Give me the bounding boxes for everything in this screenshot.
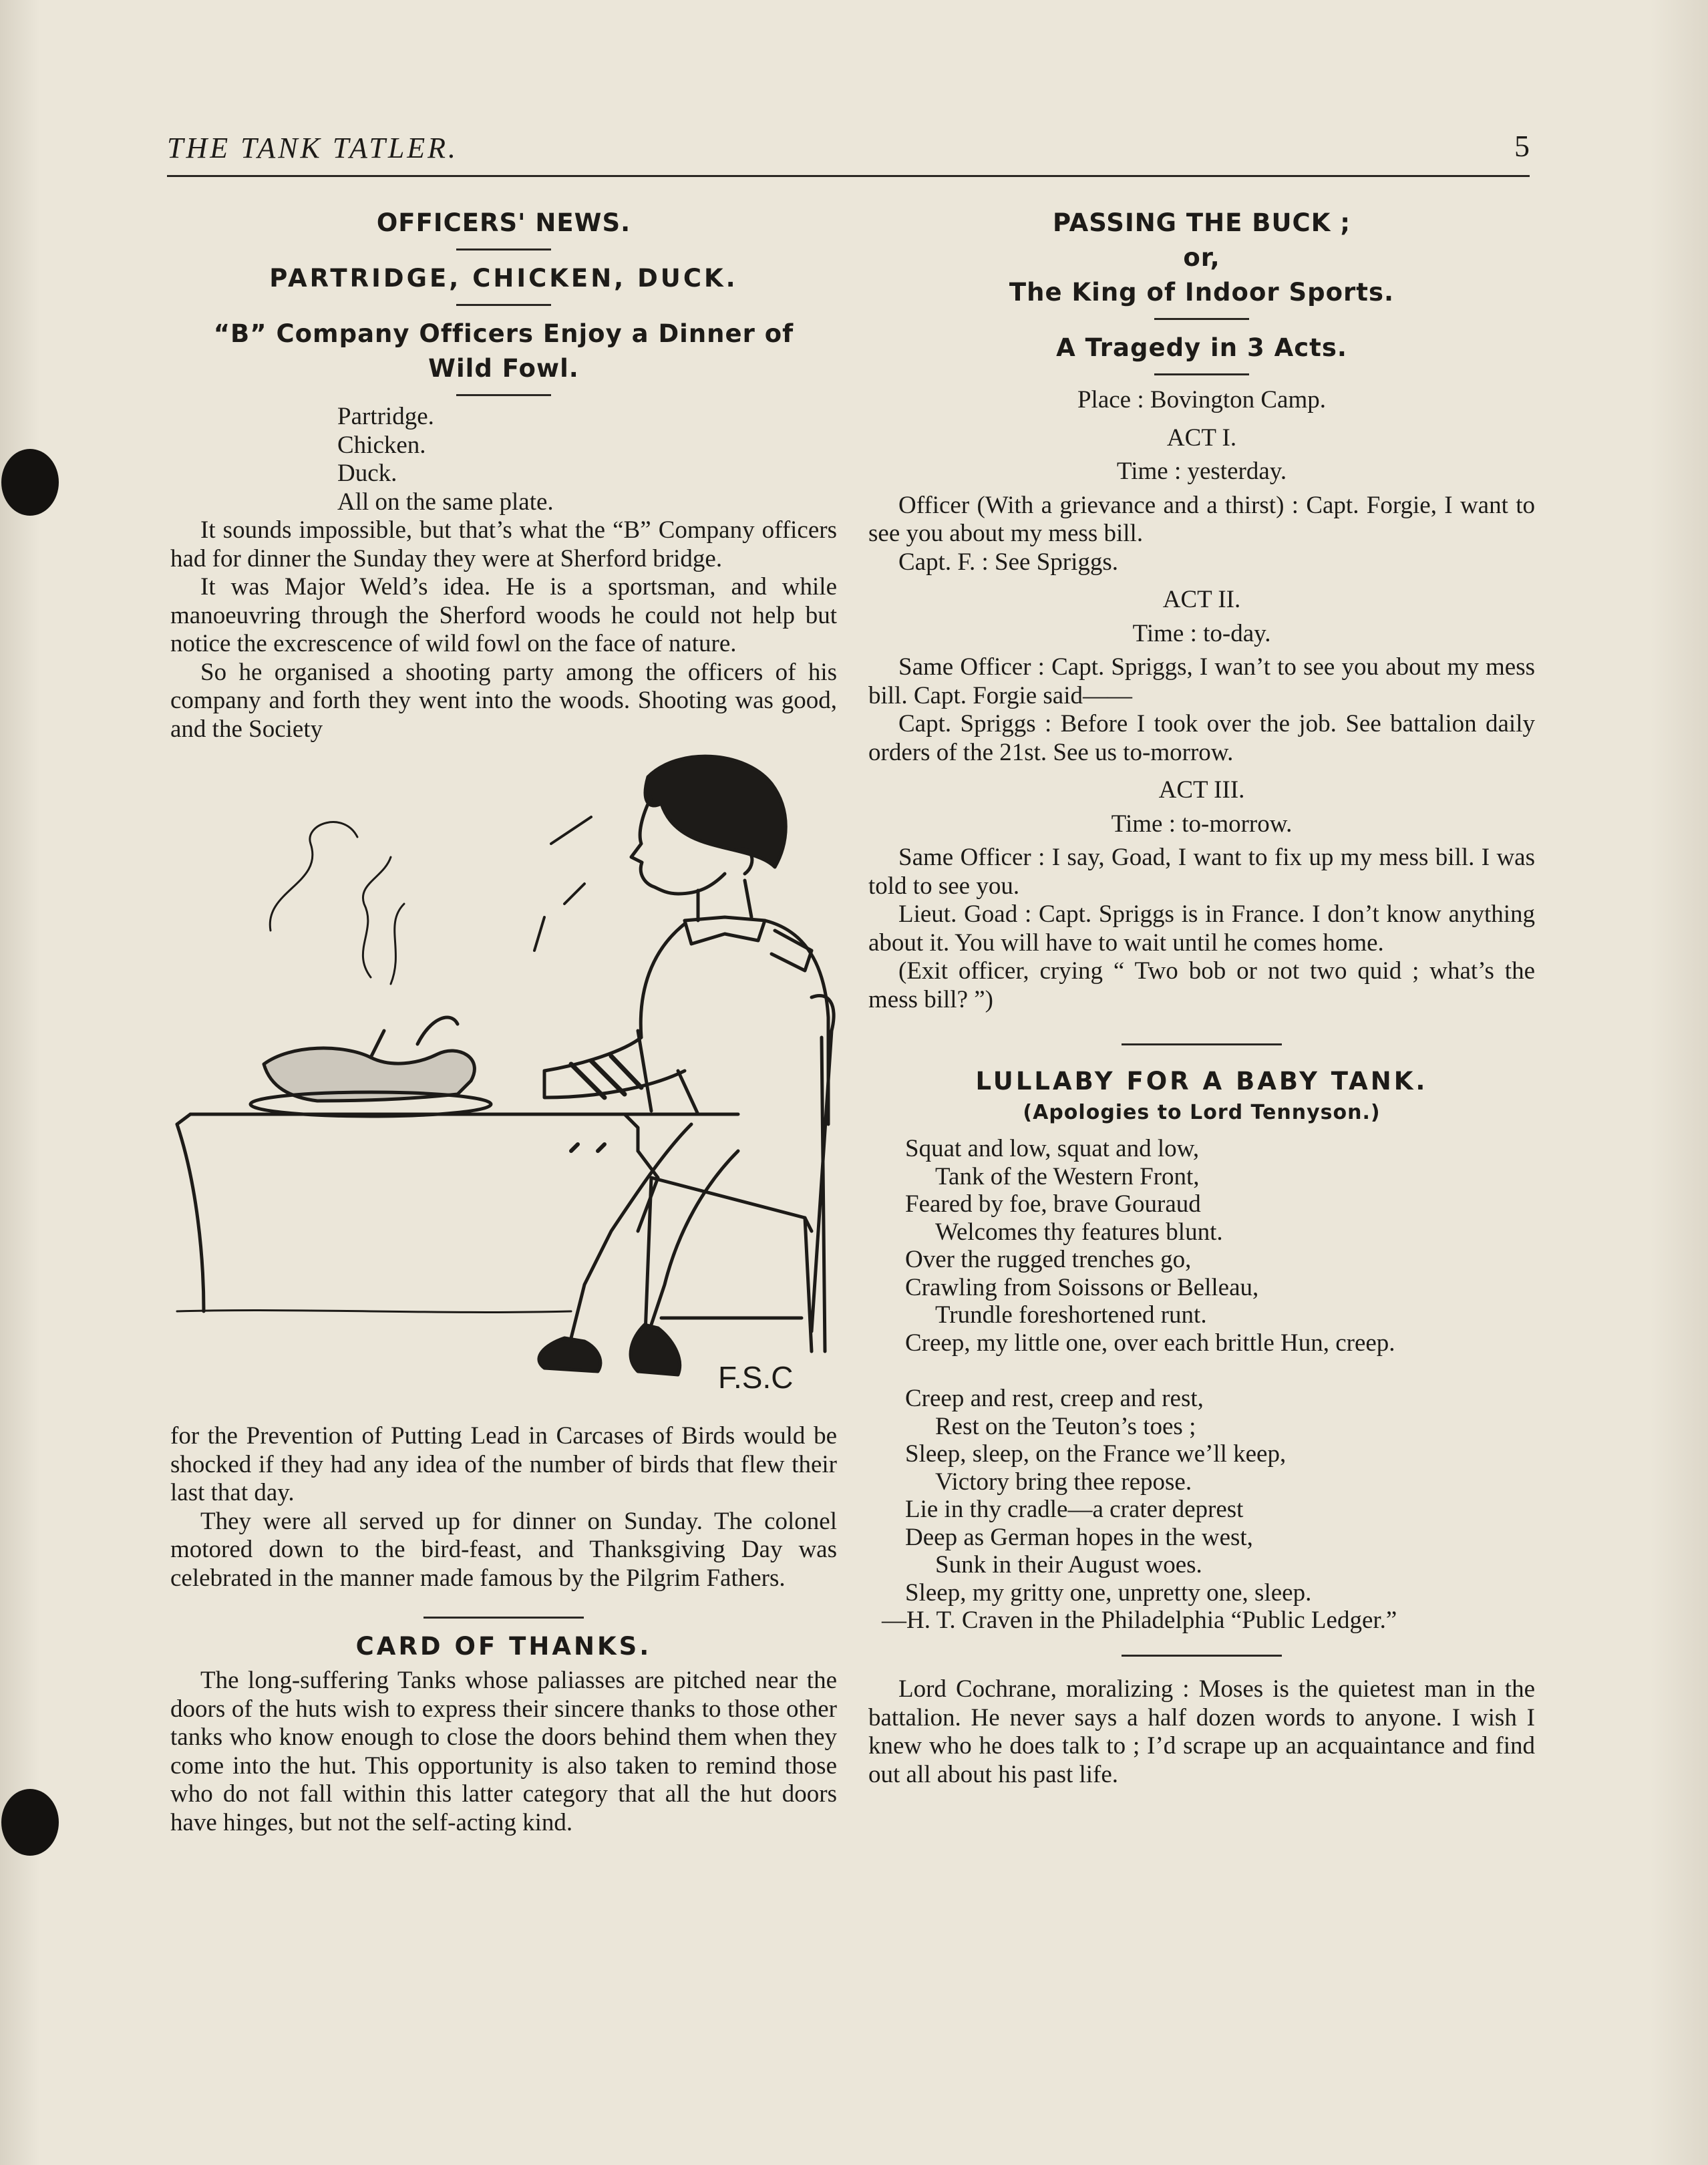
article-subhead: A Tragedy in 3 Acts. xyxy=(1056,333,1347,362)
floor-line xyxy=(177,1311,571,1313)
dialogue-line: Capt. Spriggs : Before I took over the job. See battalion daily orders of the 21st. See us to-morrow. xyxy=(868,710,1535,766)
steam xyxy=(363,857,404,984)
publication-title: THE TANK TATLER. xyxy=(167,132,459,164)
paragraph: The long-suffering Tanks whose paliasses are pitched near the doors of the huts wish to express their sincere thanks to those other tanks who know enough to close the doors behind them when they come into the hut. This opportunity is also taken to remind those who do not fall within this latter category that all the hut doors have hinges, but not the self-acting kind. xyxy=(170,1667,837,1836)
paragraph: for the Prevention of Putting Lead in Carcases of Birds would be shocked if they had any idea of the number of birds that flew their last that day. xyxy=(170,1422,837,1506)
poem-line: Sunk in their August woes. xyxy=(935,1551,1202,1578)
page-number: 5 xyxy=(1514,129,1530,163)
article-headline: PASSING THE BUCK ; xyxy=(1052,208,1351,237)
insignia xyxy=(571,1144,605,1151)
running-head xyxy=(167,131,1530,172)
poem-line: Squat and low, squat and low, xyxy=(905,1135,1200,1162)
act-title: ACT III. xyxy=(1158,776,1245,804)
article-headline: PARTRIDGE, CHICKEN, DUCK. xyxy=(269,264,738,293)
poem-line: Creep and rest, creep and rest, xyxy=(905,1385,1204,1412)
right-column xyxy=(868,200,1535,1789)
binding-hole xyxy=(1,449,59,516)
poem-line: Victory bring thee repose. xyxy=(935,1468,1192,1496)
poem-line: Over the rugged trenches go, xyxy=(905,1246,1192,1273)
figure-torso xyxy=(638,921,828,1124)
chair-seat xyxy=(651,1178,812,1231)
poem-credit: —H. T. Craven in the Philadelphia “Public Ledger.” xyxy=(882,1607,1397,1634)
figure-epaulette xyxy=(772,931,812,971)
stanza-gap xyxy=(868,1357,1535,1385)
poem-line: Rest on the Teuton’s toes ; xyxy=(935,1412,1196,1440)
figure-boot xyxy=(631,1325,680,1375)
poem-line: Tank of the Western Front, xyxy=(935,1162,1200,1190)
paragraph: So he organised a shooting party among the officers of his company and forth they went into the woods. Shooting was good, and the Society xyxy=(170,658,837,743)
card-heading: CARD OF THANKS. xyxy=(355,1632,652,1661)
act-title: ACT I. xyxy=(1166,424,1237,452)
divider xyxy=(1154,373,1249,375)
binding-hole xyxy=(1,1789,59,1856)
poem-line: Trundle foreshortened runt. xyxy=(935,1301,1207,1329)
poem-line: Crawling from Soissons or Belleau, xyxy=(905,1273,1259,1301)
left-column xyxy=(170,200,837,1837)
divider xyxy=(456,248,551,251)
divider xyxy=(423,1617,584,1619)
poem-stanza xyxy=(868,1385,1535,1607)
figure-boot xyxy=(539,1338,601,1371)
poem-line: Sleep, my gritty one, unpretty one, sleep. xyxy=(905,1578,1312,1607)
act-time: Time : to-morrow. xyxy=(1111,810,1293,838)
dialogue-line: Same Officer : I say, Goad, I want to fix up my mess bill. I was told to see you. xyxy=(868,844,1535,900)
paragraph: They were all served up for dinner on Sunday. The colonel motored down to the bird-feast, and Thanksgiving Day was celebrated in the manner made famous by the Pilgrim Fathers. xyxy=(170,1507,837,1592)
paragraph: It was Major Weld’s idea. He is a sportsman, and while manoeuvring through the Sherford woods he could not help but notice the excrescence of wild fowl on the face of nature. xyxy=(170,573,837,657)
article-headline-sub: The King of Indoor Sports. xyxy=(1009,278,1395,307)
paragraph: Lord Cochrane, moralizing : Moses is the quietest man in the battalion. He never says a half dozen words to anyone. I wish I knew who he does talk to ; I’d scrape up an acquaintance and find out all about his past life. xyxy=(868,1675,1535,1788)
act-time: Time : yesterday. xyxy=(1116,458,1287,485)
article-subhead: “B” Company Officers Enjoy a Dinner of Wild Fowl. xyxy=(213,319,794,383)
menu-list xyxy=(170,403,837,516)
bird-on-plate xyxy=(264,1048,474,1101)
act-title: ACT II. xyxy=(1162,586,1241,613)
dialogue-line: (Exit officer, crying “ Two bob or not two quid ; what’s the mess bill? ”) xyxy=(868,957,1535,1013)
poem-line: Lie in thy cradle—a crater deprest xyxy=(905,1496,1244,1523)
chair-back xyxy=(812,995,834,1351)
menu-item: Duck. xyxy=(337,460,397,487)
menu-item: Chicken. xyxy=(337,431,426,459)
dialogue-line: Lieut. Goad : Capt. Spriggs is in France. I don’t know anything about it. You will have to wait until he comes home. xyxy=(868,900,1535,957)
place-line: Place : Bovington Camp. xyxy=(1077,386,1327,413)
sight-line xyxy=(534,817,591,951)
poem-line: Welcomes thy features blunt. xyxy=(935,1218,1223,1246)
poem-line: Deep as German hopes in the west, xyxy=(905,1523,1253,1551)
menu-item: Partridge. xyxy=(337,403,434,430)
table-edge xyxy=(177,1114,638,1151)
figure-collar xyxy=(685,917,765,944)
article-headline-or: or, xyxy=(1183,243,1220,272)
steam xyxy=(270,822,357,931)
cartoon-illustration xyxy=(170,750,837,1418)
dialogue-line: Capt. F. : See Spriggs. xyxy=(898,548,1119,576)
figure-leg xyxy=(571,1124,738,1338)
poem-subtitle: (Apologies to Lord Tennyson.) xyxy=(1023,1101,1381,1124)
cartoon-signature: F.S.C xyxy=(718,1360,794,1395)
poem-line: Creep, my little one, over each brittle Hun, creep. xyxy=(905,1329,1395,1357)
section-heading: OFFICERS' NEWS. xyxy=(376,208,631,237)
dialogue-line: Same Officer : Capt. Spriggs, I wan’t to see you about my mess bill. Capt. Forgie said—— xyxy=(868,653,1535,709)
divider xyxy=(456,394,551,396)
poem-line: Sleep, sleep, on the France we’ll keep, xyxy=(905,1440,1287,1468)
poem-stanza xyxy=(868,1135,1535,1357)
divider xyxy=(1154,318,1249,320)
poem-line: Feared by foe, brave Gouraud xyxy=(905,1190,1201,1218)
act-time: Time : to-day. xyxy=(1132,619,1271,647)
divider xyxy=(1122,1043,1282,1045)
poem-title: LULLABY FOR A BABY TANK. xyxy=(975,1067,1428,1096)
menu-item: All on the same plate. xyxy=(337,488,554,516)
divider xyxy=(1122,1655,1282,1657)
figure-hair xyxy=(645,756,786,867)
header-rule xyxy=(167,175,1530,177)
paragraph: It sounds impossible, but that’s what the “B” Company officers had for dinner the Sunday they were at Sherford bridge. xyxy=(170,516,837,572)
dialogue-line: Officer (With a grievance and a thirst) : Capt. Forgie, I want to see you about my mess bill. xyxy=(868,491,1535,547)
divider xyxy=(456,304,551,306)
